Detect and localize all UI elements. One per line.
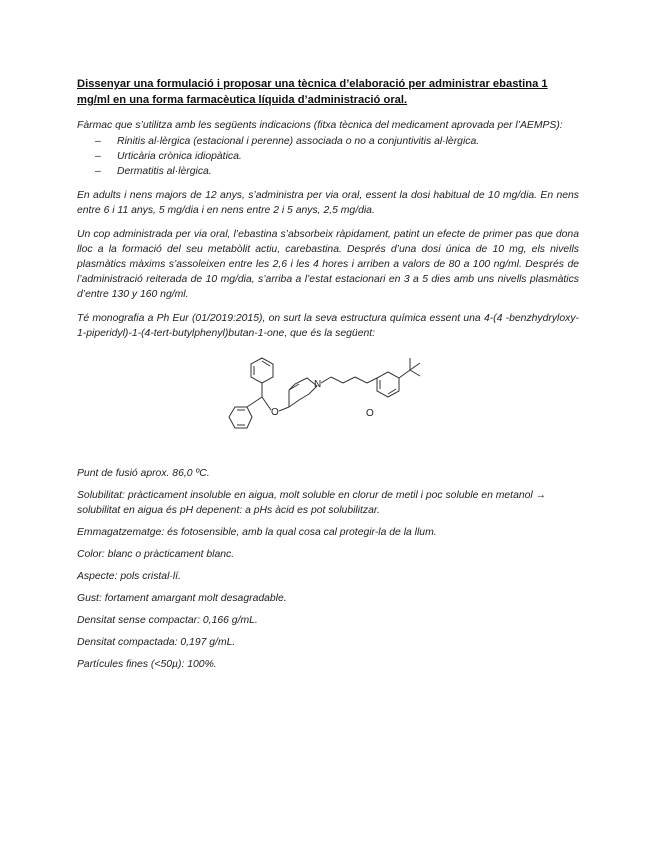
atom-label-oxygen: O: [271, 407, 279, 418]
properties-section: [77, 466, 579, 672]
color: Color: blanc o pràcticament blanc.: [77, 549, 235, 560]
melting-point: Punt de fusió aprox. 86,0 ºC.: [77, 468, 210, 479]
atom-label-carbonyl-oxygen: O: [366, 408, 374, 419]
solubility: Solubilitat: pràcticament insoluble en aigua, molt soluble en clorur de metil i poc soluble en metanol → solubilitat en aigua és pH depenent: a pHs àcid es pot solubilitzar.: [77, 490, 546, 516]
intro-paragraph: Fàrmac que s’utilitza amb les següents indicacions (fitxa tècnica del medicament aprovada per l’AEMPS):: [77, 120, 563, 131]
indications-list: [77, 134, 579, 179]
indication-item: – Urticària crònica idiopàtica.: [77, 149, 579, 164]
taste: Gust: fortament amargant molt desagradable.: [77, 593, 287, 604]
pharmacokinetics-paragraph: Un cop administrada per via oral, l’ebastina s’absorbeix ràpidament, patint un efecte de primer pas que dona lloc a la formació del seu metabòlit actiu, carebastina. Després d’una dosi única de 10 mg, els nivells plasmàtics màxims s’assoleixen entre les 2,6 i les 4 hores i arriben a valors de 80 a 100 ng/ml. Després de l’administració reiterada de 10 mg/dia, s’arriba a l’estat estacionari en 3 a 5 dies amb uns nivells plasmàtics d’entre 130 y 160 ng/ml.: [77, 229, 579, 300]
bond: [331, 377, 343, 383]
piperidine-ring: [289, 378, 317, 407]
appearance: Aspecte: pols cristal·lí.: [77, 571, 181, 582]
bond: [247, 397, 262, 407]
storage: Emmagatzematge: és fotosensible, amb la qual cosa cal protegir-la de la llum.: [77, 527, 437, 538]
chemical-structure-diagram: [77, 350, 579, 460]
fine-particles: Partícules fines (<50µ): 100%.: [77, 659, 217, 670]
bond: [262, 397, 271, 410]
atom-label-nitrogen: N: [314, 379, 322, 390]
indication-item: – Rinitis al·lèrgica (estacional i perenne) associada o no a conjuntivitis al·lèrgica.: [77, 134, 579, 149]
bond: [367, 378, 377, 383]
bond: [343, 377, 355, 383]
bond: [410, 370, 420, 376]
bond: [279, 407, 289, 411]
dosage-paragraph: En adults i nens majors de 12 anys, s’administra per via oral, essent la dosi habitual de 10 mg/dia. En nens entre 6 i 11 anys, 5 mg/dia i en nens entre 2 i 5 anys, 2,5 mg/dia.: [77, 190, 579, 216]
bond: [410, 363, 420, 370]
bulk-density: Densitat sense compactar: 0,166 g/mL.: [77, 615, 258, 626]
bond: [399, 370, 410, 378]
tapped-density: Densitat compactada: 0,197 g/mL.: [77, 637, 236, 648]
bond: [321, 377, 331, 383]
bond: [355, 377, 367, 383]
document-page: [77, 76, 579, 679]
monograph-paragraph: Té monografia a Ph Eur (01/2019:2015), on surt la seva estructura química essent una 4-(4 -benzhydryloxy-1-piperidyl)-1-(4-tert-butylphenyl)butan-1-one, que és la següent:: [77, 313, 579, 339]
indication-item: – Dermatitis al·lèrgica.: [77, 164, 579, 179]
document-title: Dissenyar una formulació i proposar una tècnica d’elaboració per administrar ebastina 1 mg/ml en una forma farmacèutica líquida d’administració oral.: [77, 78, 548, 106]
